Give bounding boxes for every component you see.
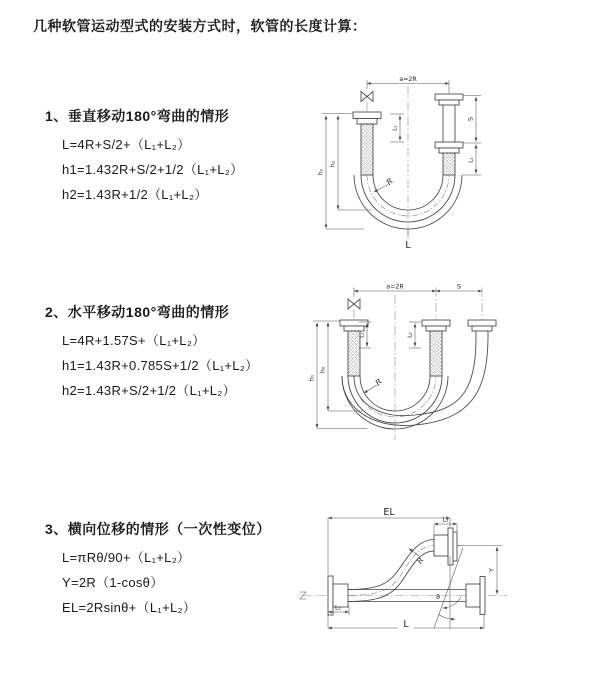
dimension-l2 [469,145,477,174]
dim-l2-label: L₂ [442,516,449,524]
valve-icon [348,299,360,320]
dim-l1-label: L₁ [334,604,342,612]
radius-label: R [414,555,426,566]
radius-leader [364,377,384,393]
dim-l1-label: L₁ [392,125,399,131]
right-flange [466,577,485,615]
length-label: L [403,619,409,630]
dimension-length [328,615,484,630]
radius-label: R [373,376,384,388]
formula-l: L=4R+1.57S+（L₁+L₂） [62,333,206,348]
radius-leader [374,176,395,192]
dim-a2r-label: a=2R [386,283,404,291]
radius-label: R [384,176,395,187]
formula-l: L=4R+S/2+（L₁+L₂） [62,137,191,152]
right-riser-moved [468,320,496,336]
diagram-lateral-displacement [292,498,572,653]
length-label: L [405,240,411,251]
formula-h2: h2=1.43R+1/2（L₁+L₂） [62,187,208,202]
middle-riser [422,320,450,376]
section-lateral-displacement [45,519,271,624]
radius-leader [409,549,425,567]
formula-h2: h2=1.43R+S/2+1/2（L₁+L₂） [62,383,236,398]
section-1-heading: 1、垂直移动180°弯曲的情形 [45,108,230,124]
right-riser [435,94,463,175]
dim-el-label: EL [383,507,395,518]
dimension-l2 [434,517,457,535]
left-riser [353,112,381,175]
angle-label: θ [436,594,440,601]
section-horizontal-180 [45,302,258,407]
dimension-l1 [390,114,404,142]
dim-s-label: S [457,283,461,291]
dim-s-label: S [467,117,475,121]
dim-h1-label: h₁ [317,168,325,176]
diagram-horizontal-180 [297,278,547,468]
dimension-s [436,284,482,321]
dimension-h1 [318,114,365,230]
dimension-el [328,507,450,575]
valve-icon [361,92,373,113]
dim-l1-label: L₁ [359,332,366,338]
section-3-heading: 3、横向位移的情形（一次性变位） [45,521,271,537]
dim-l2-label: L₂ [468,157,475,163]
formula-h1: h1=1.432R+S/2+1/2（L₁+L₂） [62,162,244,177]
hose-displaced [342,336,488,426]
dim-y-label: Y [488,568,496,572]
dim-h2-label: h₂ [329,160,337,168]
formula-l: L=πRθ/90+（L₁+L₂） [62,550,191,565]
section-2-heading: 2、水平移动180°弯曲的情形 [45,304,230,320]
page-title: 几种软管运动型式的安装方式时，软管的长度计算： [33,18,367,34]
upper-flange [434,528,457,565]
formula-el: EL=2Rsinθ+（L₁+L₂） [62,600,197,615]
dimension-l2 [408,322,422,348]
formula-h1: h1=1.43R+0.785S+1/2（L₁+L₂） [62,358,259,373]
dim-h1-label: h₁ [308,374,316,382]
section-vertical-180 [45,106,243,211]
dim-h2-label: h₂ [319,366,327,374]
formula-y: Y=2R（1-cosθ） [62,575,164,590]
dimension-length [405,230,411,251]
dim-a2r-label: a=2R [399,76,417,83]
diagram-vertical-180 [300,70,530,258]
dim-l2-label: L₂ [407,332,414,338]
